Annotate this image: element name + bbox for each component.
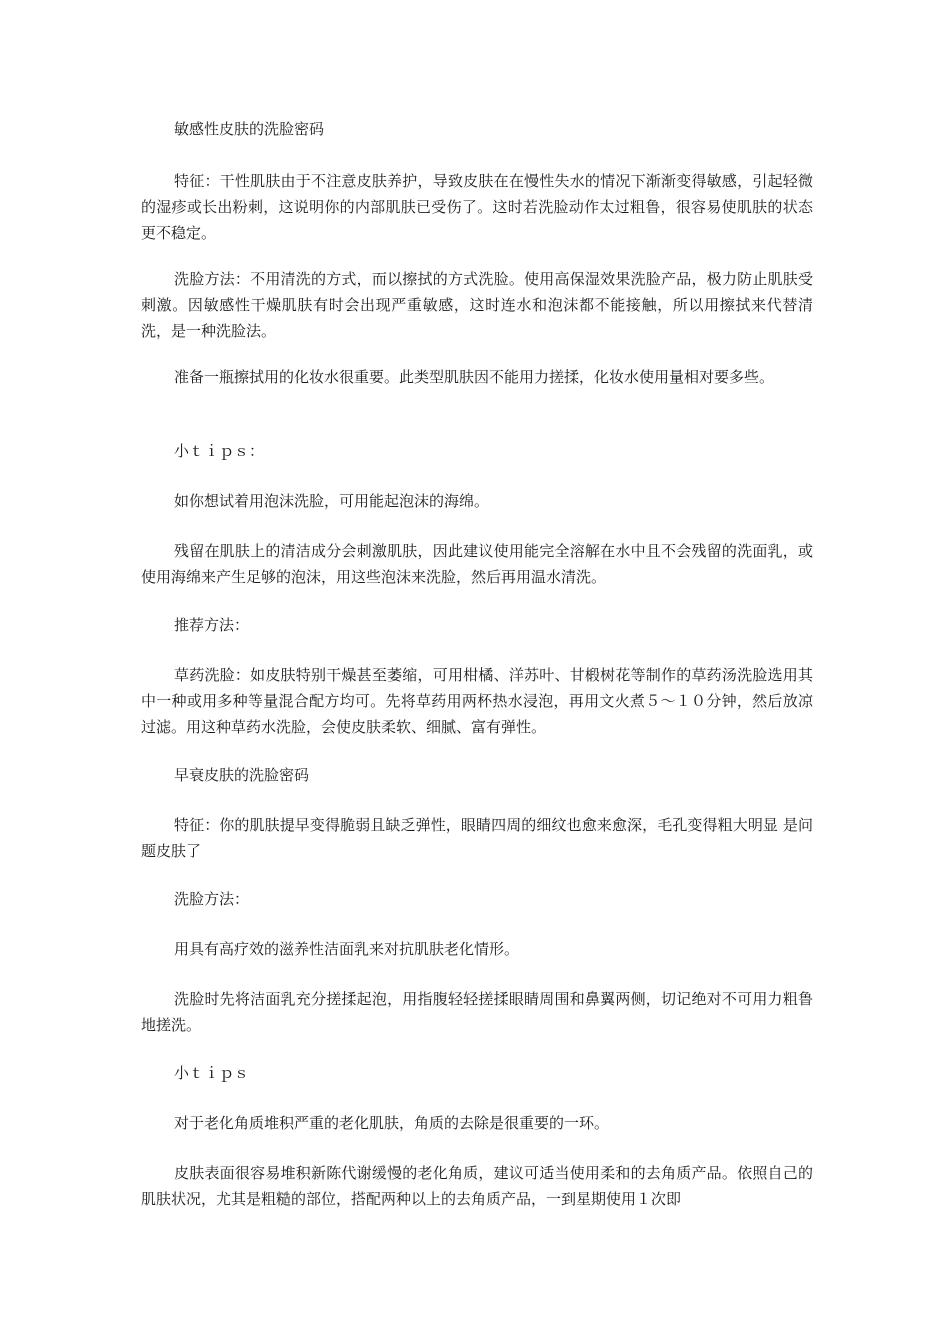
paragraph-herbal-wash: 草药洗脸：如皮肤特别干燥甚至萎缩，可用柑橘、洋苏叶、甘椴树花等制作的草药汤洗脸选用其中一种或用多种等量混合配方均可。先将草药用两杯热水浸泡，再用文火煮５～１０分钟，然后放凉过滤。用这种草药水洗脸，会使皮肤柔软、细腻、富有弹性。 <box>141 666 813 736</box>
paragraph-aging-features: 特征：你的肌肤提早变得脆弱且缺乏弹性，眼睛四周的细纹也愈来愈深，毛孔变得粗大明显 是问题皮肤了 <box>141 816 813 860</box>
paragraph-exfoliation: 对于老化角质堆积严重的老化肌肤，角质的去除是很重要的一环。 <box>174 1114 610 1132</box>
paragraph-exfoliation-products: 皮肤表面很容易堆积新陈代谢缓慢的老化角质，建议可适当使用柔和的去角质产品。依照自己的肌肤状况，尤其是粗糙的部位，搭配两种以上的去角质产品，一到星期使用１次即 <box>141 1164 813 1208</box>
heading-aging-skin: 早衰皮肤的洗脸密码 <box>174 766 310 784</box>
paragraph-sensitive-method: 洗脸方法：不用清洗的方式，而以擦拭的方式洗脸。使用高保湿效果洗脸产品，极力防止肌肤受刺激。因敏感性干燥肌肤有时会出现严重敏感，这时连水和泡沫都不能接触，所以用擦拭来代替清洗，是一种洗脸法。 <box>141 270 813 340</box>
paragraph-sensitive-features: 特征：干性肌肤由于不注意皮肤养护，导致皮肤在在慢性失水的情况下渐渐变得敏感，引起轻微的湿疹或长出粉刺，这说明你的内部肌肤已受伤了。这时若洗脸动作太过粗鲁，很容易使肌肤的状态更不稳定。 <box>141 172 813 242</box>
paragraph-foam-sponge: 如你想试着用泡沫洗脸，可用能起泡沫的海绵。 <box>174 492 490 510</box>
heading-aging-method: 洗脸方法： <box>174 890 250 908</box>
heading-sensitive-skin: 敏感性皮肤的洗脸密码 <box>174 120 325 138</box>
heading-recommended-method: 推荐方法： <box>174 616 250 634</box>
paragraph-wash-steps: 洗脸时先将洁面乳充分搓揉起泡，用指腹轻轻搓揉眼睛周围和鼻翼两侧，切记绝对不可用力粗鲁地搓洗。 <box>141 990 813 1034</box>
paragraph-nourishing-cleanser: 用具有高疗效的滋养性洁面乳来对抗肌肤老化情形。 <box>174 940 520 958</box>
tips-label-2: 小ｔｉｐｓ <box>174 1064 250 1082</box>
paragraph-residue: 残留在肌肤上的清洁成分会刺激肌肤，因此建议使用能完全溶解在水中且不会残留的洗面乳，或使用海绵来产生足够的泡沫，用这些泡沫来洗脸，然后再用温水清洗。 <box>141 542 813 586</box>
paragraph-toner: 准备一瓶擦拭用的化妆水很重要。此类型肌肤因不能用力搓揉，化妆水使用量相对要多些。 <box>174 368 775 386</box>
document-page <box>141 0 813 1344</box>
tips-label-1: 小ｔｉｐｓ： <box>174 442 265 460</box>
